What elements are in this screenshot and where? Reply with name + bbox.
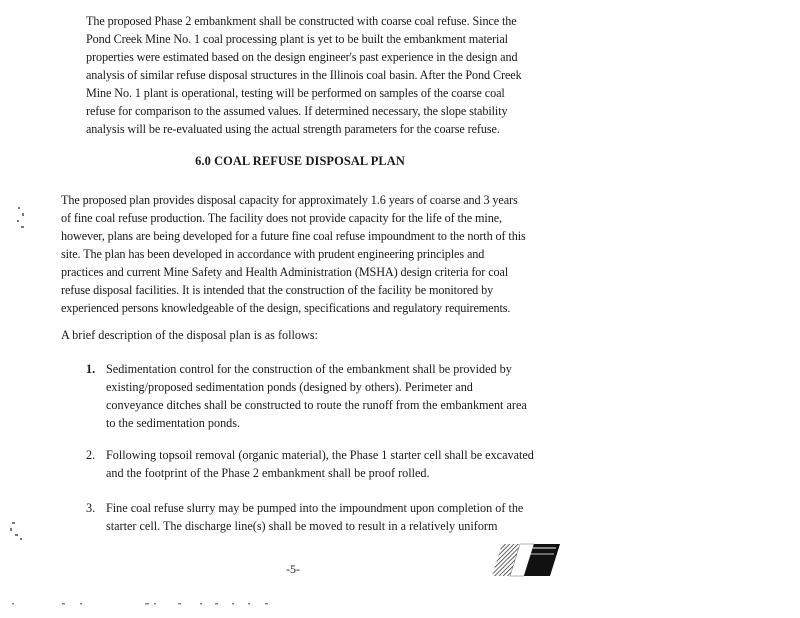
list-item-body — [106, 499, 523, 535]
list-item-body — [106, 446, 534, 482]
scan-speck — [22, 213, 24, 216]
list-item-line: to the sedimentation ponds. — [106, 416, 241, 430]
scan-speck — [12, 522, 15, 524]
brief-description: A brief description of the disposal plan is as follows: — [61, 328, 318, 342]
scan-speck — [18, 207, 20, 209]
scan-footer-dots — [10, 601, 280, 607]
intro-line: properties were estimated based on the design engineer's past experience in the design and — [86, 50, 518, 64]
scan-speck — [21, 226, 24, 228]
list-item-line: existing/proposed sedimentation ponds (designed by others). Perimeter and — [106, 380, 473, 394]
scan-speck — [20, 538, 22, 540]
intro-line: The proposed Phase 2 embankment shall be constructed with coarse coal refuse. Since the — [86, 14, 517, 28]
list-item-line: starter cell. The discharge line(s) shall be moved to result in a relatively uniform — [106, 519, 498, 533]
intro-line: Pond Creek Mine No. 1 coal processing plant is yet to be built the embankment material — [86, 32, 508, 46]
scan-speck — [15, 534, 18, 536]
plan-line: refuse disposal facilities. It is intended that the construction of the facility be monitored by — [61, 283, 494, 297]
list-item-number: 3. — [86, 501, 96, 515]
page-number: -5- — [286, 562, 300, 576]
plan-paragraph — [61, 191, 539, 317]
list-item-body — [106, 360, 527, 432]
intro-line: Mine No. 1 plant is operational, testing will be performed on samples of the coarse coal — [86, 86, 505, 100]
list-item-number: 2. — [86, 448, 96, 462]
intro-line: analysis will be re-evaluated using the actual strength parameters for the coarse refuse. — [86, 122, 500, 136]
plan-line: of fine coal refuse production. The facility does not provide capacity for the life of the mine, — [61, 211, 502, 225]
scan-speck — [17, 220, 19, 222]
section-heading: 6.0 COAL REFUSE DISPOSAL PLAN — [195, 154, 405, 168]
intro-line: analysis of similar refuse disposal structures in the Illinois coal basin. After the Pond Creek — [86, 68, 522, 82]
plan-line: site. The plan has been developed in accordance with prudent engineering principles and — [61, 247, 485, 261]
intro-line: refuse for comparison to the assumed values. If determined necessary, the slope stability — [86, 104, 508, 118]
list-item-line: and the footprint of the Phase 2 embankment shall be proof rolled. — [106, 466, 430, 480]
plan-line: however, plans are being developed for a future fine coal refuse impoundment to the north of this — [61, 229, 526, 243]
plan-line: practices and current Mine Safety and Health Administration (MSHA) design criteria for coal — [61, 265, 509, 279]
list-item-line: Following topsoil removal (organic material), the Phase 1 starter cell shall be excavated — [106, 448, 534, 462]
list-item-line: Sedimentation control for the construction of the embankment shall be provided by — [106, 362, 512, 376]
scan-speck — [10, 528, 12, 531]
intro-paragraph — [86, 12, 526, 138]
list-item-number: 1. — [86, 362, 96, 376]
hatched-logo-icon — [490, 542, 562, 578]
list-item-line: conveyance ditches shall be constructed to route the runoff from the embankment area — [106, 398, 527, 412]
plan-line: experienced persons knowledgeable of the design, specifications and regulatory requirements. — [61, 301, 511, 315]
plan-line: The proposed plan provides disposal capacity for approximately 1.6 years of coarse and 3 years — [61, 193, 518, 207]
list-item-line: Fine coal refuse slurry may be pumped into the impoundment upon completion of the — [106, 501, 524, 515]
